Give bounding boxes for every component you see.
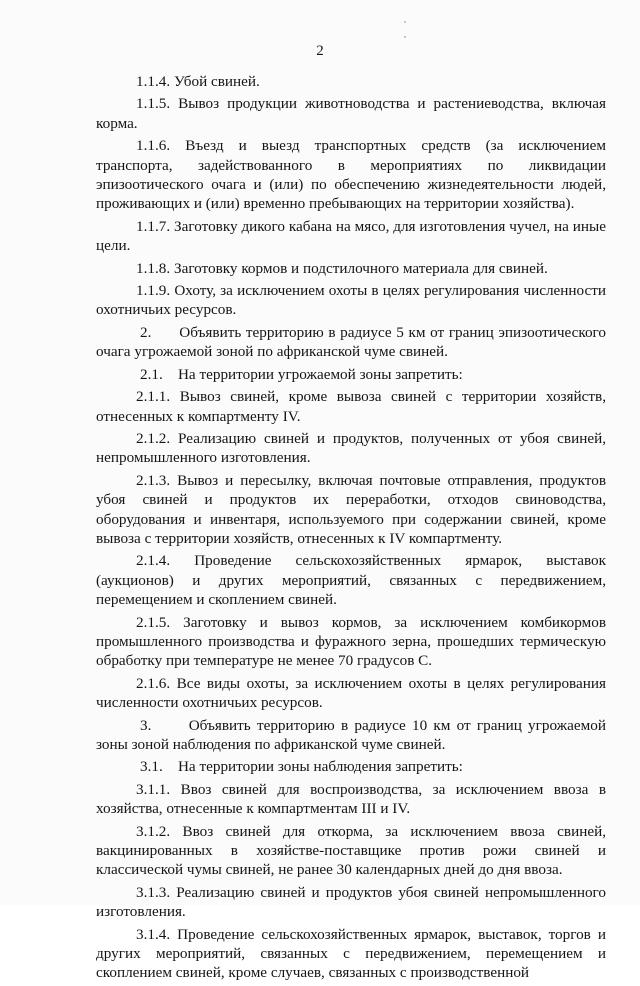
paragraph-1-1-7: 1.1.7. Заготовку дикого кабана на мясо, для изготовления чучел, на иные цели.	[96, 217, 606, 255]
document-body	[96, 72, 610, 986]
paragraph-3-1: 3.1. На территории зоны наблюдения запретить:	[140, 758, 463, 776]
paragraph-1-1-9: 1.1.9. Охоту, за исключением охоты в целях регулирования численности охотничьих ресурсов.	[96, 282, 606, 319]
paragraph-2-1-2: 2.1.2. Реализацию свиней и продуктов, полученных от убоя свиней, непромышленного изготовления.	[96, 429, 606, 467]
scan-speck	[404, 21, 406, 23]
scan-speck	[404, 36, 406, 38]
paragraph-1-1-4: 1.1.4. Убой свиней.	[136, 73, 260, 90]
paragraph-2: 2. Объявить территорию в радиусе 5 км от границ эпизоотического очага угрожаемой зоной по африканской чуме свиней.	[96, 323, 610, 361]
paragraph-1-1-8: 1.1.8. Заготовку кормов и подстилочного материала для свиней.	[136, 259, 548, 277]
paragraph-3-1-2: 3.1.2. Ввоз свиней для откорма, за исключением ввоза свиней, вакцинированных в хозяйстве-поставщике против рожи свиней и классической чумы свиней, не ранее 30 календарных дней до дня ввоза.	[96, 822, 606, 879]
paragraph-3-1-1: 3.1.1. Ввоз свиней для воспроизводства, за исключением ввоза в хозяйства, отнесенные к компартментам III и IV.	[96, 780, 606, 818]
paragraph-3-1-4: 3.1.4. Проведение сельскохозяйственных ярмарок, выставок, торгов и других мероприятий, связанных с передвижением, перемещением и скоплением свиней, кроме случаев, связанных с производственной	[96, 925, 606, 982]
paragraph-2-1-3: 2.1.3. Вывоз и пересылку, включая почтовые отправления, продуктов убоя свиней и продуктов их переработки, отходов свиноводства, оборудования и инвентаря, используемого при содержании свиней, кроме вывоза с территории хозяйств, отнесенных к IV компартменту.	[96, 471, 606, 547]
page-number: 2	[316, 43, 324, 59]
paragraph-2-1-4: 2.1.4. Проведение сельскохозяйственных ярмарок, выставок (аукционов) и других мероприятий, связанных с передвижением, перемещением и скоплением свиней.	[96, 552, 606, 609]
paragraph-3-1-3: 3.1.3. Реализацию свиней и продуктов убоя свиней непромышленного изготовления.	[96, 883, 606, 921]
paragraph-1-1-5: 1.1.5. Вывоз продукции животноводства и растениеводства, включая корма.	[96, 95, 606, 132]
paragraph-3: 3. Объявить территорию в радиусе 10 км от границ угрожаемой зоны зоной наблюдения по африканской чуме свиней.	[96, 716, 610, 753]
paragraph-1-1-6: 1.1.6. Въезд и выезд транспортных средств (за исключением транспорта, задействованного в мероприятиях по ликвидации эпизоотического очага и (или) по обеспечению жизнедеятельности людей, проживающих и (или) временно пребывающих на территории хозяйства).	[96, 137, 606, 213]
paragraph-2-1-6: 2.1.6. Все виды охоты, за исключением охоты в целях регулирования численности охотничьих ресурсов.	[96, 674, 606, 712]
paragraph-2-1-5: 2.1.5. Заготовку и вывоз кормов, за исключением комбикормов промышленного производства и фуражного зерна, прошедших термическую обработку при температуре не менее 70 градусов С.	[96, 613, 606, 670]
paragraph-2-1-1: 2.1.1. Вывоз свиней, кроме вывоза свиней с территории хозяйств, отнесенных к компартменту IV.	[96, 388, 606, 425]
paragraph-2-1: 2.1. На территории угрожаемой зоны запретить:	[140, 365, 463, 383]
